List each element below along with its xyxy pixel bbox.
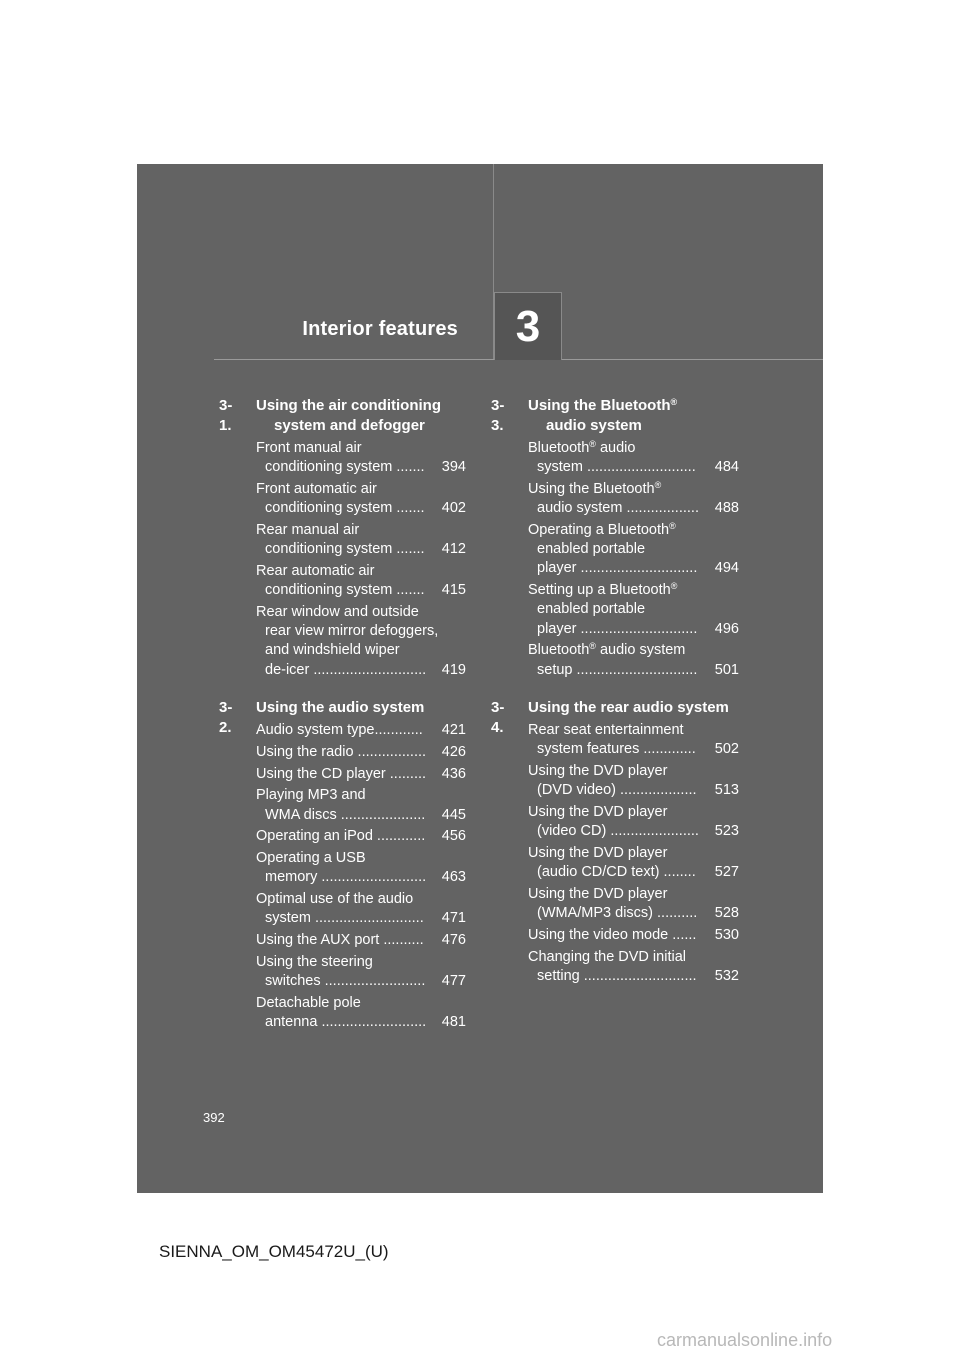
toc-entry-text: Front automatic air	[256, 481, 377, 497]
watermark: carmanualsonline.info	[657, 1330, 833, 1350]
toc-entry-text: (DVD video) ...................	[537, 782, 697, 799]
section-title-continued: system and defogger	[274, 417, 425, 434]
toc-page-number: 528	[714, 905, 739, 922]
toc-entry-text: Bluetooth® audio system	[528, 641, 686, 659]
toc-page-number: 501	[714, 661, 739, 678]
toc-entry-text: player .............................	[537, 620, 698, 637]
toc-entry-text: setting ............................	[537, 967, 697, 984]
toc-page-number: 476	[441, 932, 466, 949]
toc-entry-text: Using the DVD player	[528, 845, 668, 861]
toc-entry-text: Using the DVD player	[528, 804, 668, 820]
toc-entry-text: conditioning system .......	[265, 541, 425, 558]
toc-entry-text: Operating a USB	[256, 850, 366, 867]
toc-page-number: 412	[441, 541, 466, 558]
toc-page-number: 436	[441, 765, 466, 782]
section-number: 3-2.	[219, 699, 233, 736]
toc-entry-text: (WMA/MP3 discs) ..........	[537, 905, 698, 922]
toc-page-number: 421	[441, 722, 466, 738]
toc-entry-text: Audio system type............	[256, 722, 423, 738]
toc-entry-text: Using the radio .................	[256, 743, 427, 760]
section-title: Using the audio system	[256, 699, 425, 716]
section-title: Using the rear audio system	[528, 699, 729, 716]
toc-entry-text: Playing MP3 and	[256, 787, 366, 804]
section-number: 3-1.	[219, 397, 233, 434]
toc-entry-text: Rear manual air	[256, 522, 360, 538]
toc-entry-text: Optimal use of the audio	[256, 891, 414, 908]
toc-entry-text: WMA discs .....................	[265, 806, 426, 823]
toc-page-number: 488	[714, 500, 739, 517]
section-title: Using the Bluetooth®	[528, 397, 678, 414]
toc-page-number: 502	[714, 741, 739, 758]
toc-entry-text: Rear automatic air	[256, 563, 375, 579]
toc-page-number: 530	[714, 927, 739, 943]
toc-entry-text: system features .............	[537, 741, 696, 758]
toc-entry-text: Using the video mode ......	[528, 927, 697, 943]
toc-entry-text: Changing the DVD initial	[528, 948, 686, 965]
page-number: 392	[203, 1110, 225, 1125]
toc-entry-text: Operating an iPod ............	[256, 828, 426, 845]
toc-entry-text: system ...........................	[265, 910, 424, 927]
toc-entry-text: Bluetooth® audio	[528, 439, 636, 456]
toc-page-number: 481	[441, 1014, 466, 1031]
toc-page-number: 402	[441, 500, 466, 517]
chapter-number-tab: 3	[494, 292, 562, 360]
toc-entry-text: Rear window and outside	[256, 604, 419, 620]
toc-entry-text: Using the DVD player	[528, 763, 668, 779]
toc-entry-text: Using the Bluetooth®	[528, 480, 662, 497]
toc-entry-text: de-icer ............................	[265, 661, 427, 678]
toc-page-number: 523	[714, 823, 739, 840]
toc-entry-text: conditioning system .......	[265, 500, 425, 517]
toc-entry-text: enabled portable	[537, 541, 646, 558]
toc-entry-text: Setting up a Bluetooth®	[528, 581, 678, 599]
toc-entry-text: Using the CD player .........	[256, 765, 427, 782]
toc-entry-text: antenna ..........................	[265, 1014, 427, 1031]
toc-entry-text: switches .........................	[265, 973, 426, 990]
toc-entry-text: and windshield wiper	[265, 642, 400, 659]
toc-entry-text: player .............................	[537, 560, 698, 577]
section-number: 3-4.	[491, 699, 505, 736]
toc-page-number: 477	[441, 973, 466, 990]
toc-entry-text: (audio CD/CD text) ........	[537, 864, 696, 881]
toc-entry-text: Using the DVD player	[528, 886, 668, 902]
section-title-continued: audio system	[546, 417, 642, 434]
toc-entry-text: enabled portable	[537, 601, 646, 618]
toc-entry-text: audio system ..................	[537, 500, 699, 517]
section-title: Using the air conditioning	[256, 397, 441, 414]
toc-page-number: 415	[441, 582, 466, 599]
section-number: 3-3.	[491, 397, 505, 434]
toc-entry-text: Rear seat entertainment	[528, 722, 684, 738]
toc-page-number: 494	[714, 560, 739, 577]
toc-entry-text: conditioning system .......	[265, 459, 425, 476]
toc-entry-text: Using the AUX port ..........	[256, 932, 424, 949]
toc-entry-text: setup ..............................	[537, 661, 698, 678]
toc-entry-text: Using the steering	[256, 954, 373, 970]
document-code: SIENNA_OM_OM45472U_(U)	[159, 1242, 389, 1261]
toc-entry-text: Operating a Bluetooth®	[528, 521, 676, 538]
toc-page-number: 471	[441, 910, 466, 927]
toc-page-number: 445	[441, 806, 466, 823]
toc-entry-text: conditioning system .......	[265, 582, 425, 599]
toc-page-number: 532	[714, 967, 739, 984]
toc-page-number: 513	[714, 782, 739, 799]
toc-entry-text: memory ..........................	[265, 869, 427, 886]
toc-entry-text: Detachable pole	[256, 995, 361, 1011]
toc-page-number: 496	[714, 620, 739, 637]
toc-page-number: 419	[441, 661, 466, 678]
toc-entry-text: (video CD) ......................	[537, 823, 699, 840]
toc-page-number: 426	[441, 743, 466, 760]
chapter-title: Interior features	[302, 318, 458, 340]
toc-page-number: 527	[714, 864, 739, 881]
toc-entry-text: Front manual air	[256, 440, 362, 456]
toc-page-number: 456	[441, 828, 466, 845]
toc-page-number: 463	[441, 869, 466, 886]
toc-entry-text: rear view mirror defoggers,	[265, 623, 439, 640]
toc-page-number: 394	[441, 459, 466, 476]
toc-entry-text: system ...........................	[537, 459, 696, 476]
toc-page-number: 484	[714, 459, 739, 476]
